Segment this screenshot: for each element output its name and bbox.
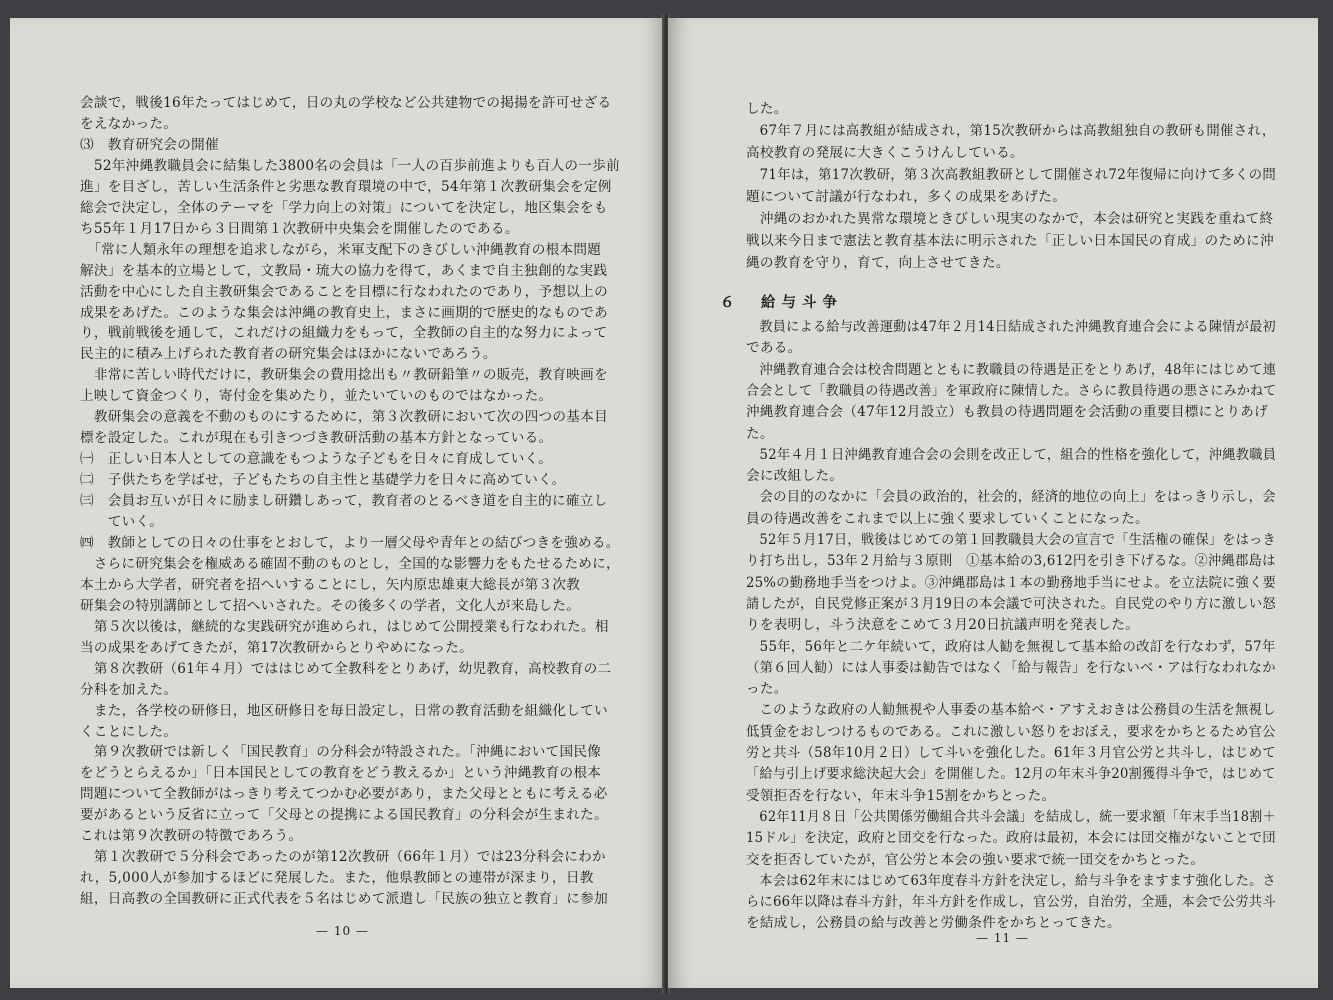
text-line: 第１次教研で５分科会であったのが第12次教研（66年１月）では23分科会にわか	[80, 849, 606, 866]
right-page	[668, 18, 1318, 988]
text-line: 「常に人類永年の理想を追求しながら，米軍支配下のきびしい沖縄教育の根本問題	[80, 241, 602, 258]
text-line: （第６回人勧）には人事委は勧告ではなく「給与報告」を行ないベ・アは行なわれなか	[746, 659, 1276, 676]
text-line: 67年７月には高教組が結成され，第15次教研からは高教組独自の教研も開催され，	[746, 123, 1276, 139]
text-line: 第８次教研（61年４月）でははじめて全教科をとりあげ，幼児教育，高校教育の二	[80, 660, 612, 677]
text-line: 62年11月８日「公共関係労働組合共斗会議」を結成し，統一要求額「年末手当18割＋	[746, 808, 1276, 825]
text-line: くことにした。	[80, 723, 178, 740]
section-heading: ６ 給与斗争	[720, 295, 843, 311]
text-line: 総会で決定し，全体のテーマを「学力向上の対策」についてを決定し，地区集会をも	[80, 199, 608, 216]
text-line: ち55年１月17日から３日間第１次教研中央集会を開催したのである。	[80, 220, 519, 237]
text-line: 本土から大学者，研究者を招へいすることにし，矢内原忠雄東大総長が第３次教	[80, 576, 581, 593]
text-line: 要があるという反省に立って「父母との提携による国民教育」の分科会が生まれた。	[80, 807, 608, 824]
text-line: 労と共斗（58年10月２日）して斗いを強化した。61年３月官公労と共斗し，はじめて	[746, 745, 1276, 761]
text-line: 第５次以後は，継続的な実践研究が進められ，はじめて公開授業も行なわれた。相	[80, 618, 609, 635]
text-line: 問題について全教師がはっきり考えてつかむ必要があり，また父母とともに考える必	[80, 786, 608, 803]
text-line: り打ち出し，53年２月給与３原則 ①基本給の3,612円を引き下げるな。②沖縄郡島は	[746, 553, 1276, 570]
text-line: このような政府の人勧無視や人事委の基本給ベ・アすえおきは公務員の生活を無視し	[746, 702, 1276, 719]
text-line: 15ドル」を決定，政府と団交を行なった。政府は最初，本会には団交権がないことで団	[746, 830, 1276, 847]
text-line: た。	[746, 425, 774, 442]
page-number-right: — 11 —	[976, 931, 1029, 945]
text-line: 会談で，戦後16年たってはじめて，日の丸の学校など公共建物での掲揚を許可せざる	[80, 95, 612, 111]
text-line: 52年４月１日沖縄教育連合会の会則を改正して，組合的性格を強化して，沖縄教職員	[746, 446, 1277, 463]
text-line: 進」を目ざし，苦しい生活条件と劣悪な教育環境の中で，54年第１次教研集会を定例	[80, 178, 612, 195]
text-line: 71年は，第17次教研，第３次高教組教研として開催され72年復帰に向けて多くの問	[746, 167, 1276, 183]
text-line: 研集会の特別講師として招へいされた。その後多くの学者，文化人が来島した。	[80, 597, 581, 614]
text-line: 請したが，自民党修正案が３月19日の本会議で可決された。自民党のやり方に激しい怒	[746, 595, 1276, 612]
text-line: また，各学校の研修日，地区研修日を毎日設定し，日常の教育活動を組織化してい	[80, 702, 608, 719]
text-line: さらに研究集会を権威ある確固不動のものとし，全国的な影響力をもたせるために，	[80, 555, 620, 572]
text-line: 成果をあげた。このような集会は沖縄の教育史上，まさに画期的で歴史的なものであ	[80, 304, 608, 321]
text-line: 高校教育の発展に大きくこうけんしている。	[746, 145, 1024, 161]
text-line: 教員による給与改善運動は47年２月14日結成された沖縄教育連合会による陳情が最初	[746, 319, 1276, 335]
text-line: ㈡ 子供たちを学ばせ，子どもたちの自主性と基礎学力を日々に高めていく。	[80, 472, 566, 489]
text-line: らに66年以降は春斗方針，年斗方針を作成し，官公労，自治労，全逓，本会で公労共斗	[746, 894, 1276, 911]
text-line: 低賃金をおしつけるものである。これに激しい怒りをおぼえ，要求をかちとるため官公	[746, 723, 1276, 740]
text-line: である。	[746, 340, 802, 357]
left-page	[10, 18, 665, 988]
text-line: 会の目的のなかに「会員の政治的，社会的，経済的地位の向上」をはっきり示し，会	[746, 489, 1276, 506]
text-line: これは第９次教研の特徴であろう。	[80, 828, 303, 845]
text-line: 題について討議が行なわれ，多くの成果をあげた。	[746, 189, 1067, 205]
text-line: 分科を加えた。	[80, 681, 178, 698]
text-line: 民主的に積み上げられた教育者の研究集会はほかにないであろう。	[80, 346, 497, 363]
text-line: 解決」を基本的立場として，文教局・琉大の協力を得て，あくまで自主独創的な実践	[80, 262, 608, 279]
text-line: 教研集会の意義を不動のものにするために，第３次教研において次の四つの基本目	[80, 409, 608, 426]
text-line: を結成し，公務員の給与改善と労働条件をかちとってきた。	[746, 915, 1121, 932]
text-line: 上映して資金つくり，寄付金を集めたり，並たいていのものではなかった。	[80, 388, 553, 405]
text-line: をえなかった。	[80, 115, 178, 132]
text-line: した。	[746, 101, 788, 117]
text-line: 第９次教研では新しく「国民教育」の分科会が特設された。「沖縄において国民像	[80, 744, 602, 761]
text-line: 沖縄教育連合会は校舎問題とともに教職員の待遇是正をとりあげ，48年にはじめて連	[746, 361, 1277, 378]
text-line: 縄の教育を守り，育て，向上させてきた。	[746, 255, 1010, 271]
text-line: 25%の勤務地手当をつけよ。③沖縄郡島は１本の勤務地手当にせよ。を立法院に強く要	[746, 574, 1277, 591]
text-line: 組，日高教の全国教研に正式代表を５名はじめて派遣し「民族の独立と教育」に参加	[80, 891, 608, 908]
text-line: 標を設定した。これが現在も引きつづき教研活動の基本方針となっている。	[80, 430, 553, 447]
text-line: 「給与引上げ要求総決起大会」を開催した。12月の年末斗争20割獲得斗争で，はじめて	[746, 766, 1276, 783]
text-line: 戦以来今日まで憲法と教育基本法に明示された「正しい日本国民の育成」のために沖	[746, 233, 1274, 249]
text-line: ㈠ 正しい日本人としての意識をもつような子どもを日々に育成していく。	[80, 451, 553, 468]
text-line: 受領拒否を行ない，年末斗争15割をかちとった。	[746, 787, 1056, 804]
page-number-left: — 10 —	[316, 924, 369, 938]
text-line: 会に改組した。	[746, 468, 844, 485]
text-line: りを表明し，斗う決意をこめて３月20日抗議声明を発表した。	[746, 617, 1140, 634]
text-line: ていく。	[80, 514, 164, 530]
text-line: り，戦前戦後を通して，これだけの組織力をもって，全教師の自主的な努力によって	[80, 325, 608, 342]
text-line: 沖縄教育連合会（47年12月設立）も教員の待遇問題を会活動の重要目標にとりあげ	[746, 404, 1269, 421]
text-line: れ，5,000人が参加するほどに発展した。また，他県教師との連帯が深まり，日教	[80, 870, 594, 887]
text-line: ㈢ 会員お互いが日々に励まし研鑽しあって，教育者のとるべき道を自主的に確立し	[80, 493, 608, 510]
text-line: 非常に苦しい時代だけに，教研集会の費用捻出も〃教研鉛筆〃の販売，教育映画を	[80, 367, 608, 384]
text-line: をどうとらえるか」「日本国民としての教育をどう教えるか」という沖縄教育の根本	[80, 765, 602, 782]
text-line: ㈣ 教師としての日々の仕事をとおして，より一層父母や青年との結びつきを強める。	[80, 534, 620, 551]
text-line: 55年，56年と二ケ年続いて，政府は人勧を無視して基本給の改訂を行なわず，57年	[746, 638, 1276, 655]
text-line: 52年沖縄教職員会に結集した3800名の会員は「一人の百歩前進よりも百人の一歩前	[80, 157, 620, 174]
text-line: 活動を中心にした自主教研集会であることを目標に行なわれたのであり，予想以上の	[80, 283, 608, 300]
text-line: 52年５月17日，戦後はじめての第１回教職員大会の宣言で「生活権の確保」をはっき	[746, 532, 1276, 548]
text-line: 交を拒否していたが，官公労と本会の強い要求で統一団交をかちとった。	[746, 851, 1205, 868]
text-line: 沖縄のおかれた異常な環境ときびしい現実のなかで，本会は研究と実践を重ねて終	[746, 211, 1274, 227]
text-line: 本会は62年末にはじめて63年度春斗方針を決定し，給与斗争をますます強化した。さ	[746, 872, 1276, 889]
text-line: 当の成果をあげてきたが，第17次教研からとりやめになった。	[80, 639, 474, 656]
text-line: ⑶ 教育研究会の開催	[80, 136, 219, 153]
text-line: 合会として「教職員の待遇改善」を軍政府に陳情した。さらに教員待遇の悪さにみかねて	[746, 382, 1277, 399]
text-line: った。	[746, 681, 788, 698]
text-line: 員の待遇改善をこれまで以上に強く要求していくことになった。	[746, 510, 1149, 527]
